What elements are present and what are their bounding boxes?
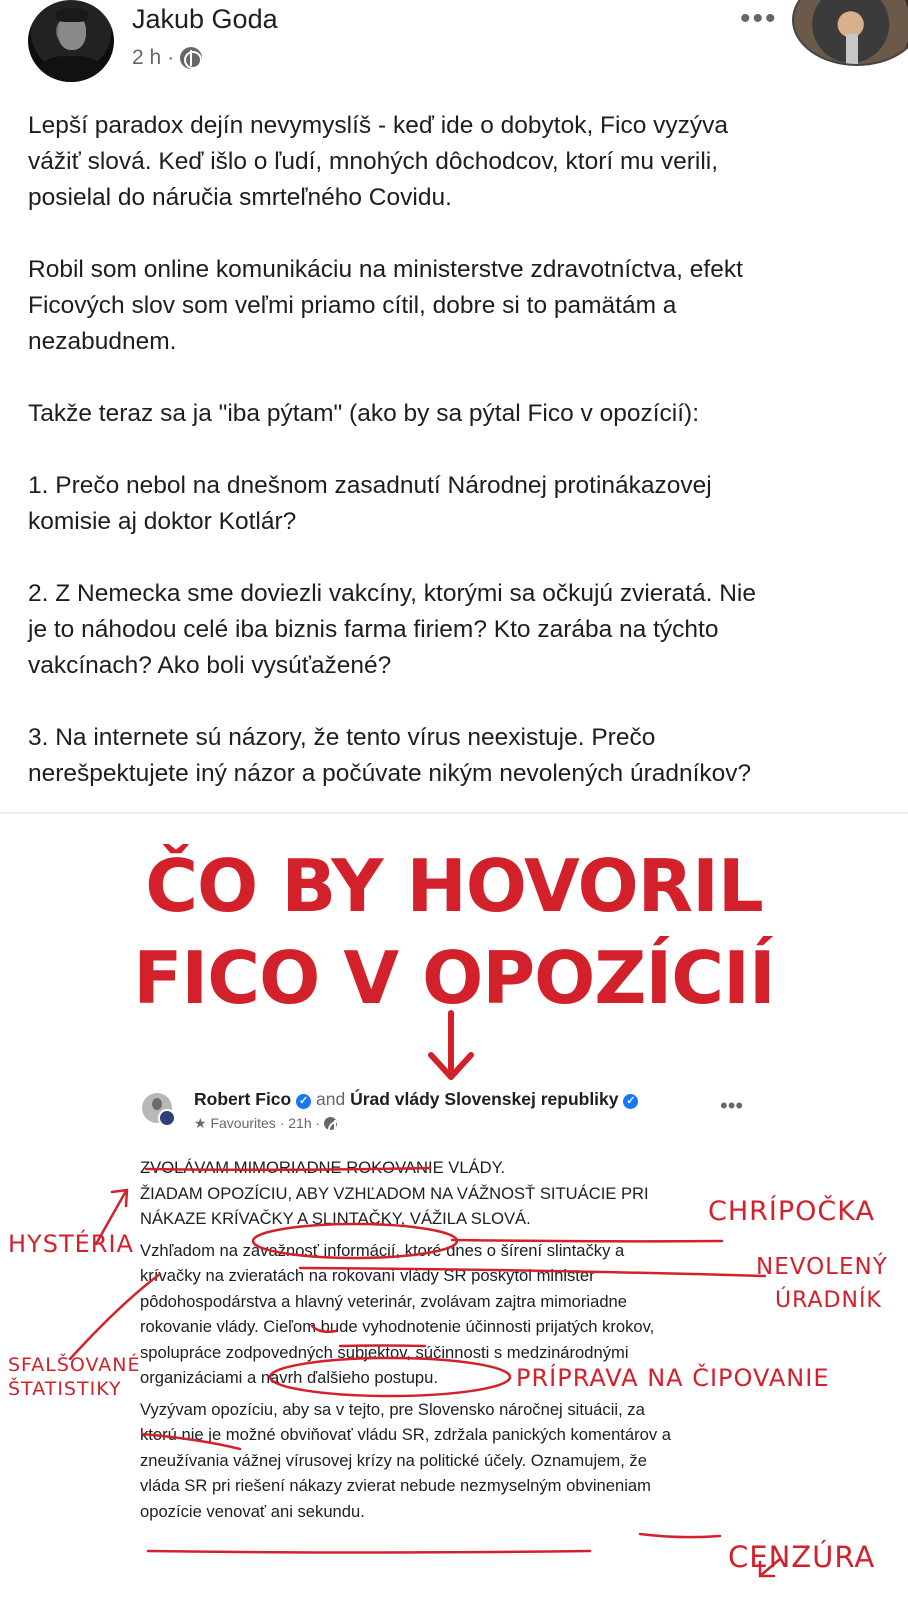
note-nevoleny: NEVOLENÝ — [756, 1254, 888, 1280]
embedded-and: and — [315, 1089, 346, 1109]
globe-icon — [324, 1117, 337, 1130]
post-text — [28, 108, 888, 828]
headline-line-2: FICO V OPOZÍCIÍ — [133, 936, 775, 1020]
globe-icon — [180, 47, 202, 69]
embedded-body — [140, 1155, 780, 1524]
note-uradnik: ÚRADNÍK — [775, 1288, 882, 1313]
verified-icon: ✓ — [296, 1094, 311, 1109]
embedded-meta-text: ★ Favourites · 21h · — [194, 1115, 321, 1131]
author-name[interactable]: Jakub Goda — [132, 4, 278, 34]
embedded-caps-text: ZVOLÁVAM MIMORIADNE ROKOVANIE VLÁDY. ŽIADAM OPOZÍCIU, ABY VZHĽADOM NA VÁŽNOSŤ SITUÁCIE PRI NÁKAZE KRÍVAČKY A SLINTAČKY, VÁŽILA SLOVÁ. — [140, 1158, 649, 1228]
note-priprava: PRÍPRAVA NA ČIPOVANIE — [516, 1364, 830, 1392]
post-time[interactable]: 2 h — [132, 46, 162, 69]
meta-separator: · — [167, 46, 175, 69]
post-paragraph: 3. Na internete sú názory, že tento vírus neexistuje. Prečo nerešpektujete iný názor a počúvate nikým nevolených úradníkov? — [28, 724, 752, 787]
avatar-tie — [846, 34, 858, 66]
post-paragraph: Lepší paradox dejín nevymyslíš - keď ide o dobytok, Fico vyzýva vážiť slová. Keď išlo o ľudí, mnohých dôchodcov, ktorí mu verili, posielal do náručia smrteľného Covidu. — [28, 112, 729, 211]
post-paragraph: Takže teraz sa ja "iba pýtam" (ako by sa pýtal Fico v opozícií): — [28, 400, 699, 427]
more-options-icon[interactable]: ••• — [740, 2, 778, 35]
headline-line-1: ČO BY HOVORIL — [145, 844, 763, 928]
note-statistiky: ŠTATISTIKY — [8, 1378, 122, 1400]
post-paragraph: 1. Prečo nebol na dnešnom zasadnutí Národnej protinákazovej komisie aj doktor Kotlár? — [28, 472, 712, 535]
post-paragraph: Robil som online komunikáciu na ministerstve zdravotníctva, efekt Ficových slov som veľmi priamo cítil, dobre si to pamätám a nezabudnem. — [28, 256, 743, 355]
embedded-body-text-2: Vyzývam opozíciu, aby sa v tejto, pre Slovensko náročnej situácii, za ktorú nie je možné obviňovať vládu SR, zdržala panických komentárov a zneužívania vážnej vírusovej krízy na politické účely. Oznamujem, že vláda SR pri riešení nákazy zvierat nebude nezmyselným obvineniam opozície venovať ani sekundu. — [140, 1399, 672, 1521]
author-avatar[interactable] — [28, 0, 114, 82]
verified-icon: ✓ — [623, 1094, 638, 1109]
note-sfalsovane: SFALŠOVANÉ — [8, 1354, 141, 1376]
embedded-authors — [194, 1089, 638, 1110]
govt-avatar — [158, 1109, 176, 1127]
post-image[interactable] — [0, 814, 908, 1600]
embedded-more-icon: ••• — [720, 1093, 744, 1118]
note-chripocka: CHRÍPOČKA — [708, 1196, 875, 1227]
embedded-author-2: Úrad vlády Slovenskej republiky — [350, 1089, 619, 1109]
embedded-body-text: Vzhľadom na závažnosť informácií, ktoré dnes o šírení slintačky a krívačky na zvieratách na rokovaní vlády SR poskytol minister pôdohospodárstva a hlavný veterinár, zvolávam zajtra mimoriadne rokovanie vlády. Cieľom bude vyhodnotenie účinnosti prijatých krokov, spolupráce zodpovedných subjektov, súčinnosti s medzinárodnými organizáciami a návrh ďalšieho postupu. — [140, 1240, 655, 1387]
post-header — [0, 0, 908, 100]
image-headline — [0, 840, 908, 1024]
post-paragraph: 2. Z Nemecka sme doviezli vakcíny, ktorými sa očkujú zvieratá. Nie je to náhodou celé iba biznis farma firiem? Kto zarába na týchto vakcínach? Ako boli vysúťažené? — [28, 580, 756, 679]
embedded-meta — [194, 1115, 337, 1132]
embedded-author-1: Robert Fico — [194, 1089, 292, 1109]
note-hysteria: HYSTÉRIA — [8, 1230, 134, 1258]
avatar-hair — [55, 8, 89, 22]
note-cenzura: CENZÚRA — [728, 1540, 876, 1574]
post-meta — [132, 46, 202, 70]
down-arrow-icon — [421, 1009, 481, 1084]
viewer-avatar[interactable] — [792, 0, 908, 66]
avatar-shirt — [38, 56, 104, 82]
embedded-post — [140, 1089, 780, 1564]
